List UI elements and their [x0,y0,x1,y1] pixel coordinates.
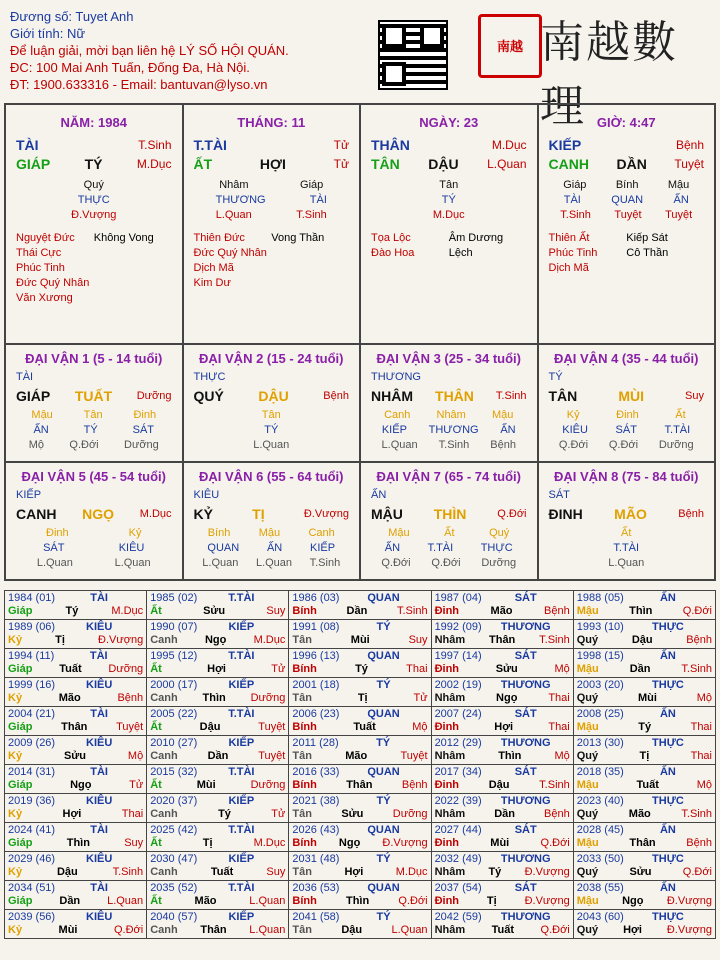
dai-van-8: ĐẠI VẬN 8 (75 - 84 tuổi) SÁT ĐINH MÃO Bệnh Ất T.TÀI L.Quan [538,462,716,580]
so-label: Đương số: [10,9,73,24]
year-cell: 2019 (36) KIÊU Kỷ Hợi Thai [5,794,147,823]
year-cell: 2033 (50) THỰC Quý Sửu Q.Đới [573,852,715,881]
year-cell: 2008 (25) ẤN Mậu Tý Thai [573,707,715,736]
year-cell: 2031 (48) TÝ Tân Hợi M.Dục [289,852,431,881]
year-cell: 2035 (52) T.TÀI Ất Mão L.Quan [147,881,289,910]
year-cell: 2014 (31) TÀI Giáp Ngọ Tử [5,765,147,794]
pillar-1: THÁNG: 11 T.TÀI Tử ẤT HỢI Tử Nhâm Giáp THƯƠNG TÀI L.Quan T.Sinh Thiên Đức Đức Quý Nhân Dịch Mã Kim Dư Vong Thần [183,104,361,344]
year-cell: 2015 (32) T.TÀI Ất Mùi Dưỡng [147,765,289,794]
phone-line: ĐT: 1900.633316 - Email: bantuvan@lyso.vn [10,77,268,92]
year-cell: 1994 (11) TÀI Giáp Tuất Dưỡng [5,649,147,678]
year-cell: 2023 (40) THỰC Quý Mão T.Sinh [573,794,715,823]
year-cell: 1990 (07) KIẾP Canh Ngọ M.Dục [147,620,289,649]
year-cell: 2017 (34) SÁT Đinh Dậu T.Sinh [431,765,573,794]
year-cell: 2001 (18) TÝ Tân Tị Tử [289,678,431,707]
qr-code-icon [378,20,448,90]
year-cell: 2003 (20) THỰC Quý Mùi Mộ [573,678,715,707]
year-cell: 2005 (22) T.TÀI Ất Dậu Tuyệt [147,707,289,736]
pillar-title: THÁNG: 11 [237,115,306,130]
year-cell: 2000 (17) KIẾP Canh Thìn Dưỡng [147,678,289,707]
year-cell: 2027 (44) SÁT Đinh Mùi Q.Đới [431,823,573,852]
contact-line: Để luận giải, mời bạn liên hệ LÝ SỐ HỘI QUÁN. [10,43,289,58]
year-cell: 1989 (06) KIÊU Kỷ Tị Đ.Vượng [5,620,147,649]
year-cell: 2041 (58) TÝ Tân Dậu L.Quan [289,910,431,939]
year-cell: 1999 (16) KIÊU Kỷ Mão Bệnh [5,678,147,707]
year-cell: 2025 (42) T.TÀI Ất Tị M.Dục [147,823,289,852]
year-cell: 2032 (49) THƯƠNG Nhâm Tý Đ.Vượng [431,852,573,881]
year-cell: 2026 (43) QUAN Bính Ngọ Đ.Vượng [289,823,431,852]
year-cell: 2037 (54) SÁT Đinh Tị Đ.Vượng [431,881,573,910]
year-cell: 1998 (15) ẤN Mậu Dần T.Sinh [573,649,715,678]
year-cell: 1985 (02) T.TÀI Ất Sửu Suy [147,591,289,620]
dai-van-7: ĐẠI VẬN 7 (65 - 74 tuổi) ẤN MẬU THÌN Q.Đới Mậu Ất Quý ẤN T.TÀI THỰC Q.Đới Q.Đới Dưỡng [360,462,538,580]
pillar-title: NĂM: 1984 [60,115,127,130]
year-cell: 2028 (45) ẤN Mậu Thân Bệnh [573,823,715,852]
dai-van-1: ĐẠI VẬN 1 (5 - 14 tuổi) TÀI GIÁP TUẤT Dưỡng Mậu Tân Đinh ẤN TÝ SÁT Mộ Q.Đới Dưỡng [5,344,183,462]
dai-van-4: ĐẠI VẬN 4 (35 - 44 tuổi) TÝ TÂN MÙI Suy Kỷ Đinh Ất KIÊU SÁT T.TÀI Q.Đới Q.Đới Dưỡng [538,344,716,462]
dai-van-3: ĐẠI VẬN 3 (25 - 34 tuổi) THƯƠNG NHÂM THÂN T.Sinh Canh Nhâm Mậu KIẾP THƯƠNG ẤN L.Quan T.Sinh Bệnh [360,344,538,462]
pillar-3: GIỜ: 4:47 KIẾP Bệnh CANH DẦN Tuyệt Giáp Bính Mậu TÀI QUAN ẤN T.Sinh Tuyệt Tuyệt Thiên Ất Phúc Tinh Dịch Mã Kiếp Sát Cô Thần [538,104,716,344]
year-cell: 2038 (55) ẤN Mậu Ngọ Đ.Vượng [573,881,715,910]
brand-title: 南越數理 [540,17,678,132]
year-table [4,590,716,939]
year-cell: 1988 (05) ẤN Mậu Thìn Q.Đới [573,591,715,620]
gt-value: Nữ [66,26,86,41]
year-cell: 2009 (26) KIÊU Kỷ Sửu Mộ [5,736,147,765]
so-value: Tuyet Anh [75,9,134,24]
year-cell: 2011 (28) TÝ Tân Mão Tuyệt [289,736,431,765]
year-cell: 2018 (35) ẤN Mậu Tuất Mộ [573,765,715,794]
seal-stamp: 南越 [478,14,542,78]
pillar-0: NĂM: 1984 TÀI T.Sinh GIÁP TÝ M.Dục Quý THỰC Đ.Vượng Nguyệt Đức Thái Cực Phúc Tinh Đức Quý Nhân Văn Xương Không Vong [5,104,183,344]
year-cell: 2007 (24) SÁT Đinh Hợi Thai [431,707,573,736]
header-info [10,8,289,93]
gt-label: Giới tính: [10,26,64,41]
year-cell: 2036 (53) QUAN Bính Thìn Q.Đới [289,881,431,910]
year-cell: 2042 (59) THƯƠNG Nhâm Tuất Q.Đới [431,910,573,939]
dai-van-5: ĐẠI VẬN 5 (45 - 54 tuổi) KIẾP CANH NGỌ M.Dục Đinh Kỷ SÁT KIÊU L.Quan L.Quan [5,462,183,580]
year-cell: 1993 (10) THỰC Quý Dậu Bệnh [573,620,715,649]
year-cell: 1987 (04) SÁT Đinh Mão Bệnh [431,591,573,620]
pillar-title: GIỜ: 4:47 [596,115,656,130]
pillar-title: NGÀY: 23 [419,115,479,130]
year-cell: 1997 (14) SÁT Đinh Sửu Mộ [431,649,573,678]
pillar-2: NGÀY: 23 THÂN M.Dục TÂN DẬU L.Quan Tân TÝ M.Dục Tọa Lộc Đào Hoa Âm Dương Lệch [360,104,538,344]
year-cell: 2043 (60) THỰC Quý Hợi Đ.Vượng [573,910,715,939]
year-cell: 1986 (03) QUAN Bính Dần T.Sinh [289,591,431,620]
year-cell: 2040 (57) KIẾP Canh Thân L.Quan [147,910,289,939]
year-cell: 2010 (27) KIẾP Canh Dần Tuyệt [147,736,289,765]
year-cell: 1992 (09) THƯƠNG Nhâm Thân T.Sinh [431,620,573,649]
year-cell: 2030 (47) KIẾP Canh Tuất Suy [147,852,289,881]
year-cell: 1996 (13) QUAN Bính Tý Thai [289,649,431,678]
year-cell: 1991 (08) TÝ Tân Mùi Suy [289,620,431,649]
year-cell: 2039 (56) KIÊU Kỷ Mùi Q.Đới [5,910,147,939]
year-cell: 2013 (30) THỰC Quý Tị Thai [573,736,715,765]
dai-van-2: ĐẠI VẬN 2 (15 - 24 tuổi) THỰC QUÝ DẬU Bệnh Tân TÝ L.Quan [183,344,361,462]
dai-van-6: ĐẠI VẬN 6 (55 - 64 tuổi) KIÊU KỶ TỊ Đ.Vượng Bính Mậu Canh QUAN ẤN KIẾP L.Quan L.Quan T.Sinh [183,462,361,580]
year-cell: 2004 (21) TÀI Giáp Thân Tuyệt [5,707,147,736]
year-cell: 2012 (29) THƯƠNG Nhâm Thìn Mộ [431,736,573,765]
year-cell: 2024 (41) TÀI Giáp Thìn Suy [5,823,147,852]
address-line: ĐC: 100 Mai Anh Tuấn, Đống Đa, Hà Nội. [10,60,250,75]
year-cell: 2034 (51) TÀI Giáp Dần L.Quan [5,881,147,910]
year-cell: 2020 (37) KIẾP Canh Tý Tử [147,794,289,823]
year-cell: 2002 (19) THƯƠNG Nhâm Ngọ Thai [431,678,573,707]
year-cell: 2006 (23) QUAN Bính Tuất Mộ [289,707,431,736]
year-cell: 2021 (38) TÝ Tân Sửu Dưỡng [289,794,431,823]
year-cell: 1984 (01) TÀI Giáp Tý M.Dục [5,591,147,620]
year-cell: 1995 (12) T.TÀI Ất Hợi Tử [147,649,289,678]
chart-grid [4,103,716,581]
year-cell: 2029 (46) KIÊU Kỷ Dậu T.Sinh [5,852,147,881]
year-cell: 2022 (39) THƯƠNG Nhâm Dần Bệnh [431,794,573,823]
year-cell: 2016 (33) QUAN Bính Thân Bệnh [289,765,431,794]
